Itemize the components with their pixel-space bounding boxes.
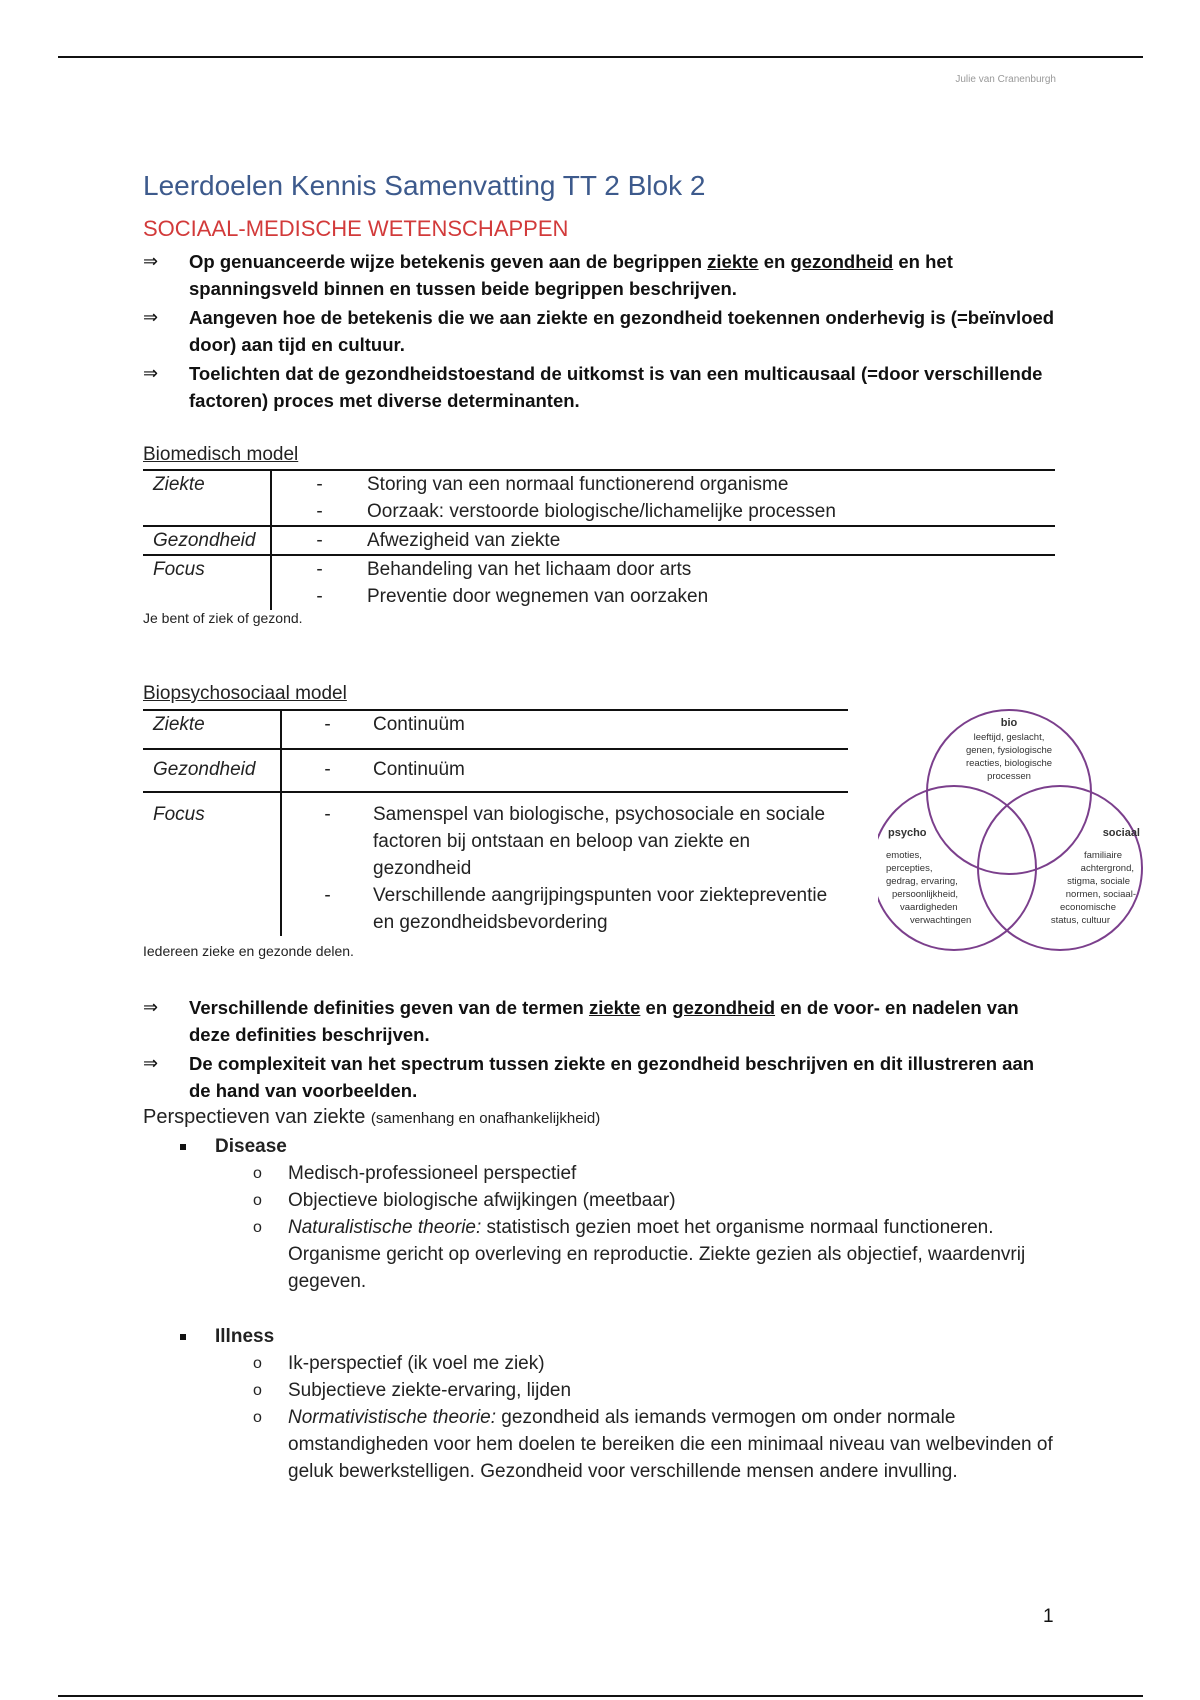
sociaal-text: familiaire [1083,850,1122,861]
biopsychosocial-model-label: Biopsychosociaal model [143,683,347,704]
sociaal-text: achtergrond, [1080,863,1134,874]
square-bullet-icon [180,1334,186,1340]
list-item: o Naturalistische theorie: statistisch gezien moet het organisme normaal functioneren. Organisme gericht op overleving en reproductie. Ziekte gezien als objectief, waardenvrij gegeven. [143,1214,1073,1295]
goal-item: ⇒ Aangeven hoe de betekenis die we aan ziekte en gezondheid toekennen onderhevig is (=beïnvloed door) aan tijd en cultuur. [143,304,1058,358]
definition: Preventie door wegnemen van oorzaken [367,586,709,607]
arrow-icon: ⇒ [143,307,159,327]
definition: Oorzaak: verstoorde biologische/lichamelijke processen [367,498,1055,526]
list-item: o Normativistische theorie: gezondheid als iemands vermogen om onder normale omstandigheden voor hem doelen te bereiken die een minimaal niveau van welbevinden of geluk bewerkstelligen. Gezondheid voor verschillende mensen andere invulling. [143,1404,1073,1485]
circle-bullet-icon: o [253,1165,262,1182]
sociaal-title: sociaal [1102,827,1140,839]
author-header: Julie van Cranenburgh [955,74,1056,85]
bio-text: leeftijd, geslacht, [973,732,1045,743]
goal-item: ⇒ Verschillende definities geven van de termen ziekte en gezondheid en de voor- en nadelen van deze definities beschrijven. [143,994,1058,1048]
term-ziekte: Ziekte [143,470,271,498]
bio-text: reacties, biologische [965,758,1053,769]
term-gezondheid: Gezondheid [143,749,281,792]
arrow-icon: ⇒ [143,251,159,271]
goals-list-2 [143,994,1058,1104]
circle-bullet-icon: o [253,1219,262,1236]
psycho-text: persoonlijkheid, [892,889,959,900]
definition: Continuüm [373,749,848,792]
psycho-text: gedrag, ervaring, [886,876,958,887]
page-title: Leerdoelen Kennis Samenvatting TT 2 Blok 2 [143,170,706,201]
sociaal-text: status, cultuur [1050,915,1110,926]
biomedical-model-label: Biomedisch model [143,444,299,465]
biomedical-note: Je bent of ziek of gezond. [143,610,303,626]
definition: Afwezigheid van ziekte [367,526,1055,555]
biopsychosocial-venn-diagram [878,708,1148,958]
sociaal-text: economische [1060,902,1116,913]
term-gezondheid: Gezondheid [143,526,271,555]
psycho-text: emoties, [886,850,922,861]
square-bullet-icon [180,1144,186,1150]
perspectives-heading: Perspectieven van ziekte (samenhang en onafhankelijkheid) [143,1106,601,1128]
disease-heading: Disease [143,1133,1073,1160]
list-item: o Objectieve biologische afwijkingen (meetbaar) [143,1187,1073,1214]
sociaal-text: stigma, sociale [1067,876,1130,887]
definition: Behandeling van het lichaam door arts [367,559,692,580]
bio-title: bio [1000,717,1018,729]
list-item: o Subjectieve ziekte-ervaring, lijden [143,1377,1073,1404]
goal-item: ⇒ Toelichten dat de gezondheidstoestand de uitkomst is van een multicausaal (=door verschillende factoren) proces met diverse determinanten. [143,360,1058,414]
circle-bullet-icon: o [253,1382,262,1399]
goal-item: ⇒ Op genuanceerde wijze betekenis geven aan de begrippen ziekte en gezondheid en het spanningsveld binnen en tussen beide begrippen beschrijven. [143,248,1058,302]
psycho-title: psycho [888,827,927,839]
psycho-text: vaardigheden [900,902,958,913]
bio-text: genen, fysiologische [965,745,1053,756]
disease-section [143,1133,1073,1295]
term-focus: Focus [143,555,271,583]
list-item: o Medisch-professioneel perspectief [143,1160,1073,1187]
goal-item: ⇒ De complexiteit van het spectrum tussen ziekte en gezondheid beschrijven en dit illustreren aan de hand van voorbeelden. [143,1050,1058,1104]
biopsychosocial-model-table: Ziekte - Continuüm Gezondheid - Continuüm Focus - Samenspel van biologische, psychosociale en sociale factoren bij ontstaan en beloop van ziekte en gezondheid - Verschillende aangrijpingspunten voor ziektepreventie en gezondheidsbevordering [143,709,848,936]
illness-heading: Illness [143,1323,1073,1350]
circle-bullet-icon: o [253,1409,262,1426]
goals-list-1 [143,248,1058,414]
definition: Samenspel van biologische, psychosociale en sociale factoren bij ontstaan en beloop van ziekte en gezondheid [373,804,826,879]
sociaal-text: normen, sociaal- [1065,889,1136,900]
term-focus: Focus [143,792,281,882]
definition: Verschillende aangrijpingspunten voor ziektepreventie en gezondheidsbevordering [373,885,828,933]
arrow-icon: ⇒ [143,997,159,1017]
section-subtitle: SOCIAAL-MEDISCHE WETENSCHAPPEN [143,216,569,241]
bottom-rule [58,1695,1143,1697]
circle-bullet-icon: o [253,1192,262,1209]
list-item: o Ik-perspectief (ik voel me ziek) [143,1350,1073,1377]
illness-section [143,1323,1073,1485]
arrow-icon: ⇒ [143,363,159,383]
psycho-text: verwachtingen [910,915,972,926]
top-rule [58,56,1143,58]
page-number: 1 [1043,1606,1054,1627]
biopsychosocial-note: Iedereen zieke en gezonde delen. [143,943,354,959]
definition: Storing van een normaal functionerend organisme [367,470,1055,498]
biomedical-model-table: Ziekte - Storing van een normaal functionerend organisme - Oorzaak: verstoorde biologische/lichamelijke processen Gezondheid - Afwezigheid van ziekte Focus - Behandeling van het lichaam door arts - Preventie door wegnemen van oorzaken [143,469,1055,610]
arrow-icon: ⇒ [143,1053,159,1073]
bio-text: processen [987,771,1031,782]
term-ziekte: Ziekte [143,710,281,749]
psycho-text: percepties, [886,863,933,874]
definition: Continuüm [373,710,848,749]
circle-bullet-icon: o [253,1355,262,1372]
